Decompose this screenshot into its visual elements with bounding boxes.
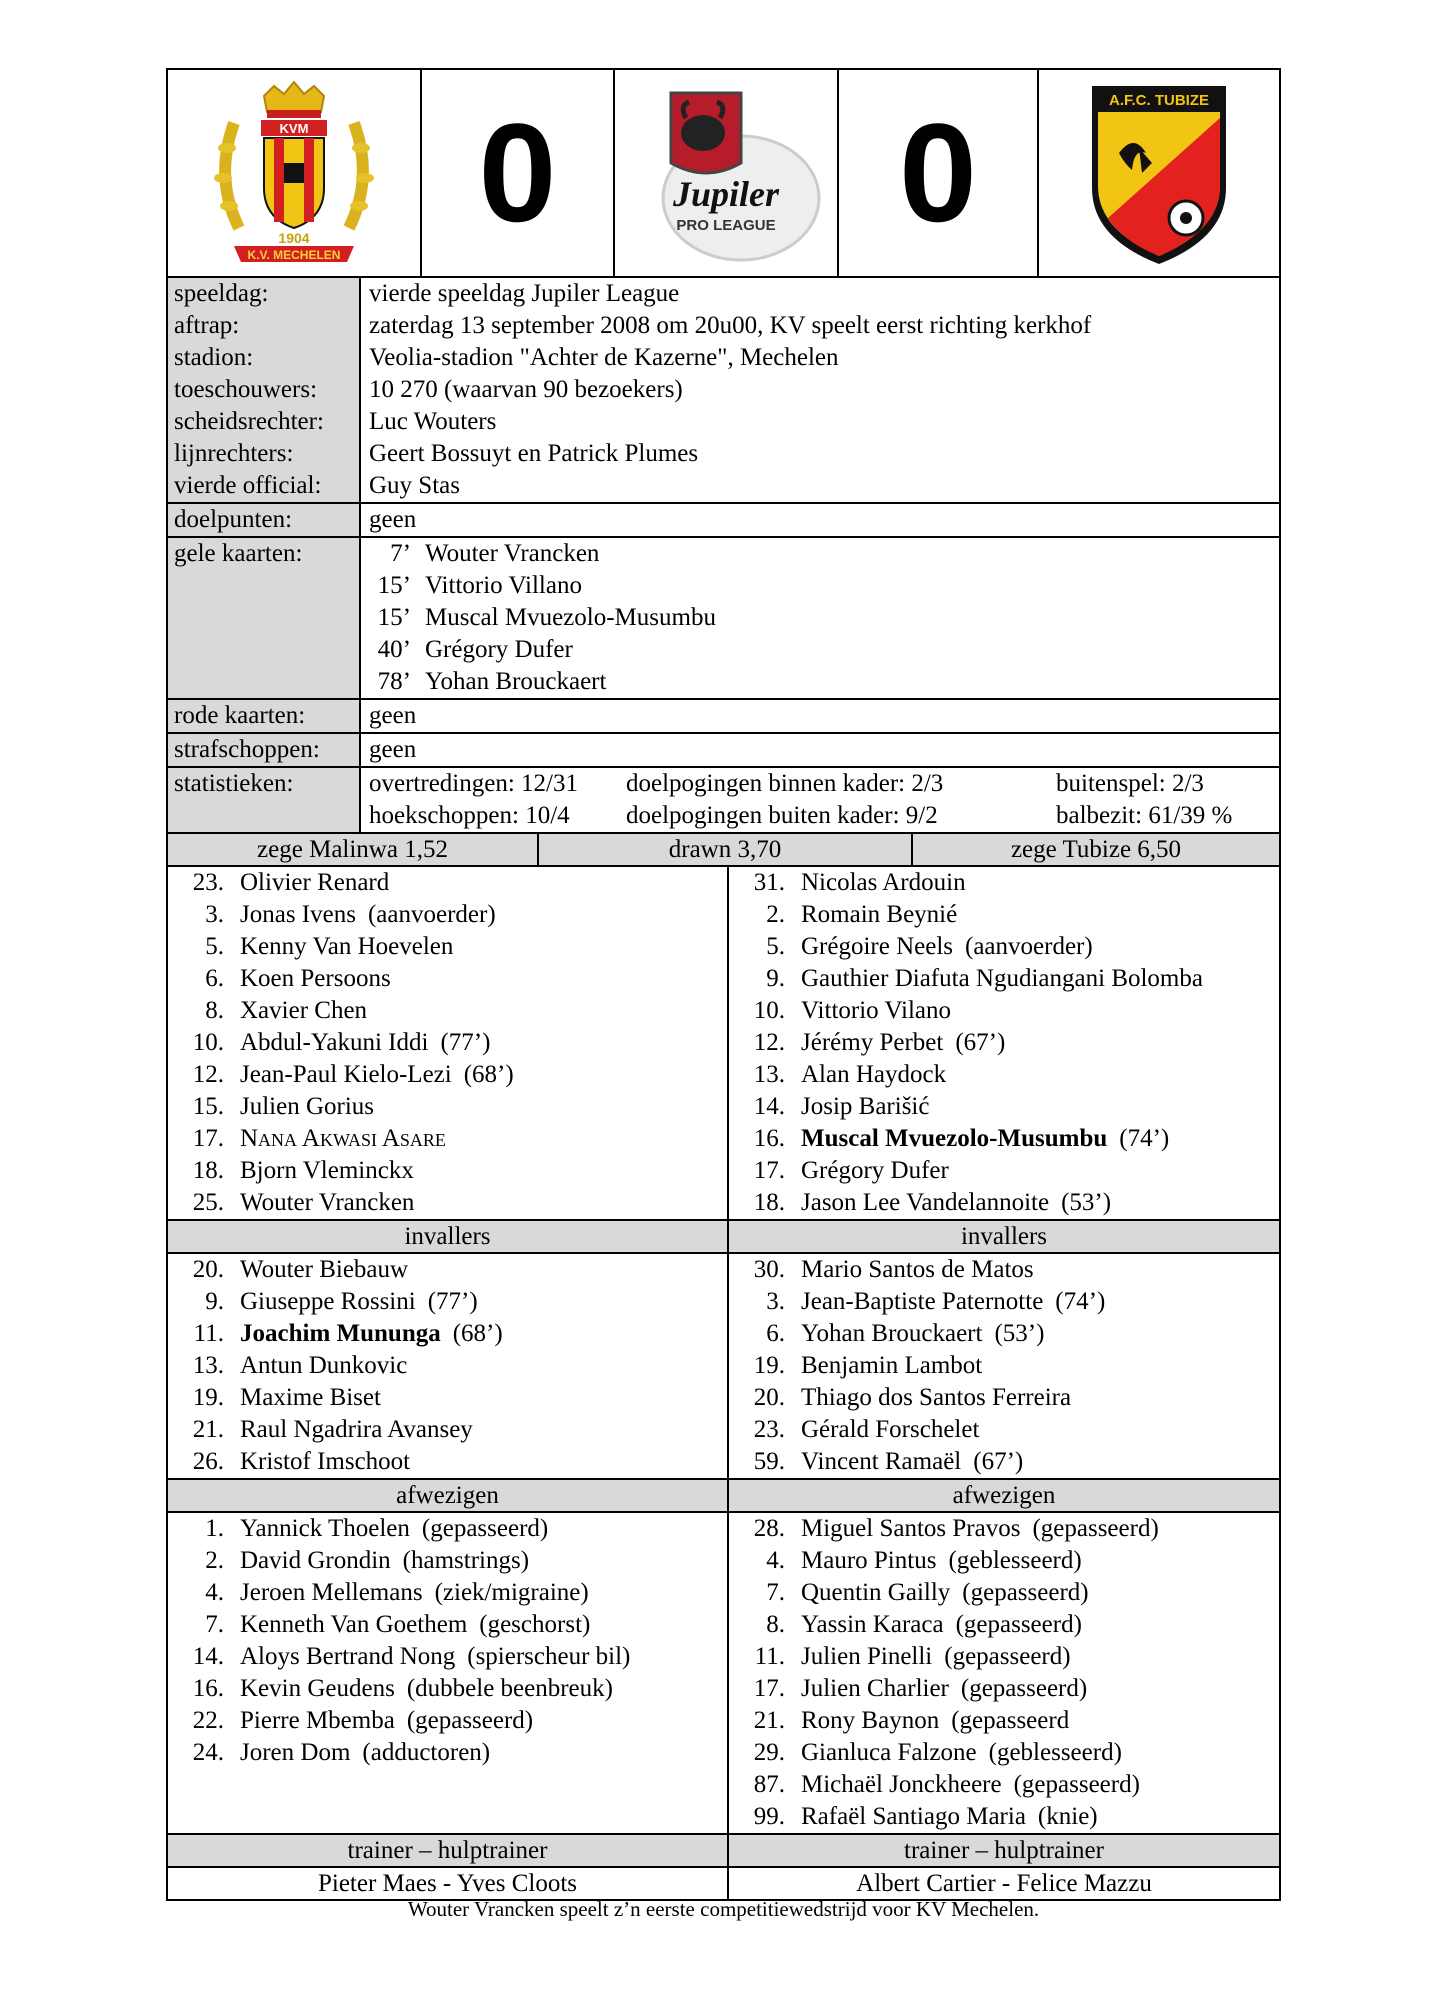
player-row [729,963,1279,995]
player-number: 24. [192,1739,224,1766]
yellow-cards-label: gele kaarten: [168,538,361,698]
player-note: (77’) [440,1029,491,1056]
player-note: (dubbele beenbreuk) [406,1675,613,1702]
red-cards-row [168,700,1279,734]
yellow-card-item [361,538,1279,570]
player-row [168,1091,727,1123]
player-row [729,1446,1279,1478]
yellow-card-player: Grégory Dufer [425,636,573,663]
stats-values [361,768,1279,832]
player-row [729,1673,1279,1705]
player-note: (gepasseerd [951,1707,1070,1734]
player-number: 11. [193,1320,224,1347]
player-row [729,1769,1279,1801]
info-label: aftrap: [174,312,240,339]
info-label: vierde official: [174,472,322,499]
player-number: 17. [753,1157,785,1184]
home-score-cell [422,70,615,276]
player-row [168,1705,727,1737]
subs [168,1254,1279,1480]
player-number: 25. [192,1189,224,1216]
player-number: 99. [753,1803,785,1830]
player-name: Vittorio Vilano [801,997,951,1024]
player-note: (67’) [973,1448,1024,1475]
player-number: 31. [753,869,785,896]
player-name: Nicolas Ardouin [801,869,966,896]
footnote: Wouter Vrancken speelt z’n eerste competitiewedstrijd voor KV Mechelen. [407,1897,1040,1921]
player-note: (68’) [452,1320,503,1347]
player-number: 16. [192,1675,224,1702]
player-note: (gepasseerd) [406,1707,534,1734]
player-row [168,1027,727,1059]
yellow-card-player: Yohan Brouckaert [425,668,607,695]
yellow-card-player: Muscal Mvuezolo-Musumbu [425,604,716,631]
player-name: Benjamin Lambot [801,1352,983,1379]
player-number: 16. [753,1125,785,1152]
player-name: Thiago dos Santos Ferreira [801,1384,1072,1411]
player-name: Bjorn Vleminckx [240,1157,414,1184]
player-note: (aanvoerder) [965,933,1093,960]
league-logo-cell [615,70,839,276]
trainer-away: Albert Cartier - Felice Mazzu [856,1870,1152,1897]
player-name: Jean-Baptiste Paternotte [801,1288,1044,1315]
player-row [168,995,727,1027]
match-sheet [166,68,1281,1901]
info-label: speeldag: [174,280,269,307]
player-row [729,1155,1279,1187]
info-values [361,278,1279,502]
info-value: Veolia-stadion "Achter de Kazerne", Mechelen [369,344,839,371]
away-score-cell [839,70,1039,276]
player-row [729,1705,1279,1737]
player-row [729,1059,1279,1091]
player-row [729,1318,1279,1350]
trainer-home: Pieter Maes - Yves Cloots [168,1868,729,1899]
player-number: 13. [192,1352,224,1379]
afc-tubize-logo-icon [1084,78,1234,268]
absent-label-home: afwezigen [168,1480,729,1511]
player-number: 19. [192,1384,224,1411]
player-row [729,1414,1279,1446]
away-logo-banner: A.F.C. TUBIZE [1109,92,1209,109]
player-note: (knie) [1037,1803,1098,1830]
player-name: Jean-Paul Kielo-Lezi [240,1061,452,1088]
player-row [729,931,1279,963]
player-name: Jason Lee Vandelannoite [801,1189,1050,1216]
player-note: (77’) [427,1288,478,1315]
player-number: 19. [753,1352,785,1379]
yellow-card-minute: 40’ [377,636,411,663]
player-row [168,1123,727,1155]
lineups [168,867,1279,1221]
penalties-label: strafschoppen: [168,734,361,766]
player-note: (74’) [1119,1125,1170,1152]
player-name: Wouter Vrancken [240,1189,415,1216]
player-name: Giuseppe Rossini [240,1288,416,1315]
odds-away: zege Tubize 6,50 [1010,836,1182,863]
player-number: 21. [753,1707,785,1734]
player-name: Raul Ngadrira Avansey [240,1416,473,1443]
player-name: Jonas Ivens [240,901,356,928]
player-row [168,867,727,899]
player-row [168,1673,727,1705]
player-name: Miguel Santos Pravos [801,1515,1021,1542]
player-row [729,1350,1279,1382]
stat-cell: doelpogingen buiten kader: 9/2 [626,802,938,829]
player-name: Kristof Imschoot [240,1448,411,1475]
player-number: 10. [753,997,785,1024]
info-label: scheidsrechter: [174,408,324,435]
info-label: lijnrechters: [174,440,294,467]
penalties-value: geen [369,736,417,763]
player-note: (geschorst) [479,1611,591,1638]
player-row [729,1187,1279,1219]
home-logo-banner: K.V. MECHELEN [247,248,341,262]
player-number: 8. [205,997,224,1024]
player-note: (68’) [463,1061,514,1088]
player-name: Julien Charlier [801,1675,949,1702]
player-row [729,1286,1279,1318]
player-number: 18. [753,1189,785,1216]
yellow-cards-row [168,538,1279,700]
player-name: Gérald Forschelet [801,1416,980,1443]
info-labels [168,278,361,502]
player-note: (53’) [994,1320,1045,1347]
player-number: 21. [192,1416,224,1443]
player-number: 1. [205,1515,224,1542]
away-score: 0 [899,94,977,251]
player-note: (aanvoerder) [367,901,496,928]
player-note: (gepasseerd) [1013,1771,1140,1798]
player-number: 3. [205,901,224,928]
player-name: Olivier Renard [240,869,390,896]
penalties-row [168,734,1279,768]
subs-home [168,1254,729,1478]
home-logo-cell [168,70,422,276]
player-number: 14. [753,1093,785,1120]
player-name: Gianluca Falzone [801,1739,977,1766]
player-number: 2. [205,1547,224,1574]
player-row [168,1609,727,1641]
red-cards-value: geen [369,702,417,729]
player-name: Joachim Mununga [240,1320,441,1347]
player-number: 17. [192,1125,224,1152]
trainer-header [168,1835,1279,1868]
lineup-home [168,867,729,1219]
stat-cell: overtredingen: 12/31 [369,770,578,797]
player-number: 20. [753,1384,785,1411]
player-number: 6. [205,965,224,992]
goals-row [168,504,1279,538]
player-name: Antun Dunkovic [240,1352,408,1379]
player-row [168,1155,727,1187]
player-row [168,1059,727,1091]
player-row [168,1513,727,1545]
player-row [168,1577,727,1609]
player-name: Koen Persoons [240,965,391,992]
player-row [729,995,1279,1027]
player-row [168,1318,727,1350]
yellow-card-minute: 78’ [377,668,411,695]
player-name: Rafaël Santiago Maria [801,1803,1026,1830]
player-row [168,1350,727,1382]
score-header [168,70,1279,278]
player-note: (74’) [1055,1288,1106,1315]
player-row [729,1027,1279,1059]
player-name: Joren Dom [240,1739,351,1766]
player-row [168,1737,727,1769]
player-name: Yannick Thoelen [240,1515,410,1542]
player-name: Julien Pinelli [801,1643,933,1670]
yellow-card-item [361,666,1279,698]
absentees [168,1513,1279,1835]
yellow-card-player: Vittorio Villano [425,572,582,599]
trainer-label-away: trainer – hulptrainer [904,1837,1104,1864]
info-label: toeschouwers: [174,376,318,403]
stat-cell: buitenspel: 2/3 [1056,770,1204,797]
player-number: 14. [192,1643,224,1670]
player-number: 22. [192,1707,224,1734]
player-number: 2. [766,901,785,928]
player-name: Mario Santos de Matos [801,1256,1034,1283]
yellow-card-minute: 7’ [390,540,411,567]
info-value: Guy Stas [369,472,460,499]
player-name: Mauro Pintus [801,1547,937,1574]
player-row [729,1254,1279,1286]
player-number: 6. [766,1320,785,1347]
player-row [729,867,1279,899]
stats-label: statistieken: [168,768,361,832]
yellow-card-minute: 15’ [377,572,411,599]
player-number: 11. [754,1643,785,1670]
player-note: (gepasseerd) [944,1643,1071,1670]
odds-home: zege Malinwa 1,52 [168,834,539,865]
player-row [168,1382,727,1414]
player-number: 23. [192,869,224,896]
player-row [168,931,727,963]
player-row [168,1254,727,1286]
player-number: 17. [753,1675,785,1702]
player-number: 29. [753,1739,785,1766]
stat-cell: doelpogingen binnen kader: 2/3 [626,770,944,797]
info-value: zaterdag 13 september 2008 om 20u00, KV speelt eerst richting kerkhof [369,312,1092,339]
player-number: 30. [753,1256,785,1283]
player-note: (gepasseerd) [955,1611,1082,1638]
stat-cell: hoekschoppen: 10/4 [369,802,570,829]
player-name: Alan Haydock [801,1061,947,1088]
player-row [729,1091,1279,1123]
player-name: Josip Barišić [801,1093,930,1120]
player-name: Kenneth Van Goethem [240,1611,468,1638]
player-number: 4. [766,1547,785,1574]
player-number: 9. [766,965,785,992]
player-number: 5. [766,933,785,960]
player-name: Julien Gorius [240,1093,375,1120]
player-row [168,1286,727,1318]
player-number: 18. [192,1157,224,1184]
player-row [168,963,727,995]
subs-label-away: invallers [960,1223,1048,1250]
goals-label: doelpunten: [168,504,361,536]
player-name: Kenny Van Hoevelen [240,933,454,960]
league-logo-name: Jupiler [672,174,780,214]
player-row [729,1545,1279,1577]
info-value: Geert Bossuyt en Patrick Plumes [369,440,699,467]
player-name: Romain Beynié [801,901,958,928]
player-row [168,1545,727,1577]
player-note: (geblesseerd) [948,1547,1082,1574]
player-note: (ziek/migraine) [434,1579,589,1606]
goals-value: geen [369,506,417,533]
trainer-label-home: trainer – hulptrainer [168,1835,729,1866]
player-row [729,1641,1279,1673]
yellow-cards-list [361,538,1279,698]
league-logo-sub: PRO LEAGUE [676,217,776,234]
player-number: 5. [205,933,224,960]
stats-row [168,768,1279,834]
odds-bar [168,834,1279,867]
yellow-card-player: Wouter Vrancken [425,540,600,567]
player-number: 87. [753,1771,785,1798]
subs-away [729,1254,1279,1478]
player-number: 26. [192,1448,224,1475]
home-score: 0 [478,94,557,251]
player-name: Jeroen Mellemans [240,1579,423,1606]
player-name: Nana Akwasi Asare [240,1125,446,1152]
yellow-card-item [361,602,1279,634]
player-note: (gepasseerd) [960,1675,1088,1702]
player-note: (hamstrings) [402,1547,530,1574]
player-name: Vincent Ramaël [801,1448,962,1475]
match-info [168,278,1279,834]
player-row [168,1414,727,1446]
player-number: 15. [192,1093,224,1120]
info-value: vierde speeldag Jupiler League [369,280,680,307]
player-name: Gauthier Diafuta Ngudiangani Bolomba [801,965,1203,992]
player-number: 8. [766,1611,785,1638]
player-name: Xavier Chen [240,997,368,1024]
player-number: 3. [766,1288,785,1315]
info-label: stadion: [174,344,254,371]
player-number: 28. [753,1515,785,1542]
player-note: (gepasseerd) [962,1579,1089,1606]
player-note: (53’) [1061,1189,1112,1216]
home-logo-year: 1904 [278,230,310,246]
player-row [729,1801,1279,1833]
player-number: 12. [192,1061,224,1088]
player-note: (gepasseerd) [1032,1515,1159,1542]
absent-home [168,1513,729,1833]
absent-header [168,1480,1279,1513]
player-row [168,1187,727,1219]
player-number: 7. [205,1611,224,1638]
player-name: Wouter Biebauw [240,1256,409,1283]
player-number: 4. [205,1579,224,1606]
player-number: 20. [192,1256,224,1283]
player-note: (67’) [955,1029,1006,1056]
player-row [729,1382,1279,1414]
info-value: 10 270 (waarvan 90 bezoekers) [369,376,683,403]
subs-header [168,1221,1279,1254]
player-name: Grégoire Neels [801,933,954,960]
player-row [168,1446,727,1478]
player-name: Michaël Jonckheere [801,1771,1002,1798]
yellow-card-item [361,634,1279,666]
player-name: Pierre Mbemba [240,1707,395,1734]
player-row [168,1641,727,1673]
player-row [729,899,1279,931]
player-row [729,1609,1279,1641]
yellow-card-item [361,570,1279,602]
trainers [168,1868,1279,1899]
player-row [168,899,727,931]
player-name: Yohan Brouckaert [801,1320,983,1347]
player-number: 23. [753,1416,785,1443]
player-note: (adductoren) [362,1739,491,1766]
player-name: Grégory Dufer [801,1157,949,1184]
player-name: Abdul-Yakuni Iddi [240,1029,429,1056]
player-note: (spierscheur bil) [467,1643,631,1670]
player-row [729,1513,1279,1545]
player-note: (gepasseerd) [421,1515,549,1542]
player-number: 7. [766,1579,785,1606]
red-cards-label: rode kaarten: [168,700,361,732]
player-name: Yassin Karaca [801,1611,944,1638]
away-logo-cell [1039,70,1279,276]
stat-cell: balbezit: 61/39 % [1056,802,1233,829]
player-number: 12. [753,1029,785,1056]
home-logo-ring-text: KVM [279,121,309,136]
subs-label-home: invallers [168,1221,729,1252]
kv-mechelen-logo-icon [209,78,379,268]
player-name: Quentin Gailly [801,1579,951,1606]
player-name: Maxime Biset [240,1384,381,1411]
player-number: 13. [753,1061,785,1088]
odds-draw: drawn 3,70 [539,834,913,865]
player-row [729,1737,1279,1769]
player-number: 10. [192,1029,224,1056]
info-value: Luc Wouters [369,408,497,435]
player-name: David Grondin [240,1547,391,1574]
yellow-card-minute: 15’ [377,604,411,631]
player-name: Rony Baynon [801,1707,940,1734]
player-name: Kevin Geudens [240,1675,395,1702]
info-row [168,278,1279,504]
absent-away [729,1513,1279,1833]
player-note: (geblesseerd) [988,1739,1122,1766]
player-name: Jérémy Perbet [801,1029,944,1056]
player-row [729,1577,1279,1609]
absent-label-away: afwezigen [952,1482,1056,1509]
player-number: 59. [753,1448,785,1475]
player-number: 9. [205,1288,224,1315]
jupiler-pro-league-logo-icon [631,78,821,268]
player-name: Muscal Mvuezolo-Musumbu [801,1125,1108,1152]
lineup-away [729,867,1279,1219]
player-name: Aloys Bertrand Nong [240,1643,456,1670]
player-row [729,1123,1279,1155]
